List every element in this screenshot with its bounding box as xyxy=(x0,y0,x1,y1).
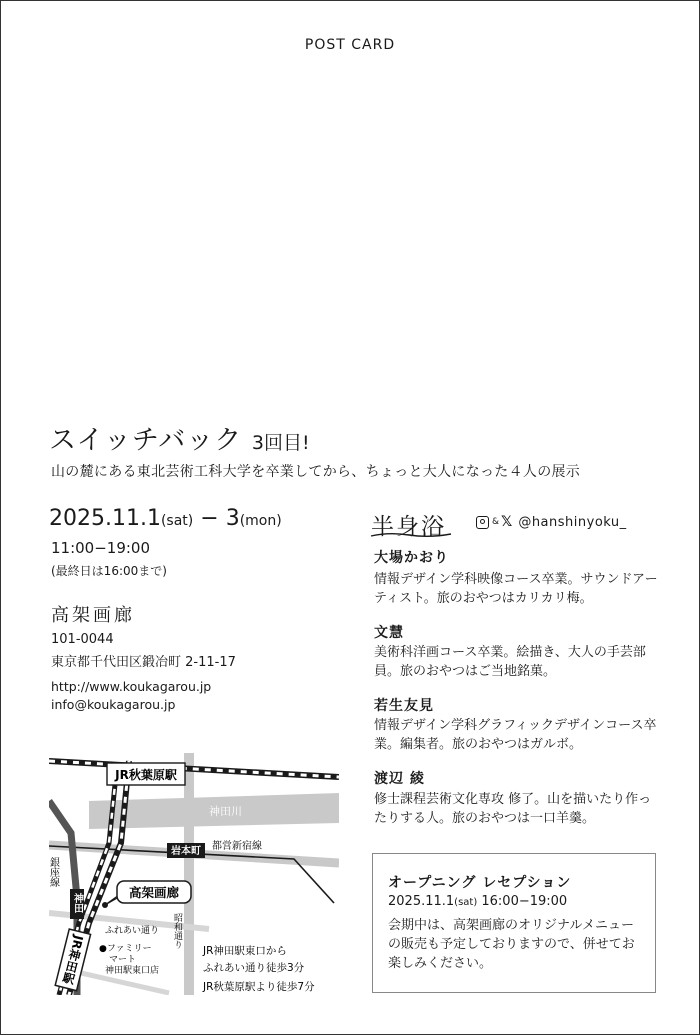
logo-underline xyxy=(369,531,453,539)
venue-email[interactable]: info@koukagarou.jp xyxy=(51,697,176,712)
label-jr-kanda: JR神田駅 xyxy=(60,933,86,986)
member-name: 渡辺 綾 xyxy=(374,771,425,787)
reception-time xyxy=(388,894,567,909)
label-gallery: 高架画廊 xyxy=(128,885,180,900)
directions-line: JR神田駅東口から xyxy=(203,945,287,957)
label-kanda-metro: 神田 xyxy=(71,893,83,913)
reception-day: (sat) xyxy=(454,897,478,908)
member-name: 大場かおり xyxy=(374,550,449,566)
reception-title: オープニング レセプション xyxy=(388,875,572,891)
label-familymart: マート xyxy=(109,955,137,965)
postcard-label: POST CARD xyxy=(304,37,396,53)
exhibition-title xyxy=(49,418,310,457)
instagram-icon xyxy=(476,516,489,529)
directions-line: JR秋葉原駅より徒歩7分 xyxy=(203,981,315,993)
last-day-note: (最終日は16:00まで) xyxy=(51,564,167,578)
label-river: 神田川 xyxy=(209,805,242,818)
member-name: 文慧 xyxy=(374,625,404,641)
label-fureai: ふれあい通り xyxy=(105,926,160,936)
label-akihabara: JR秋葉原駅 xyxy=(115,768,177,782)
sns-handle[interactable]: @hanshinyoku_ xyxy=(518,514,627,530)
group-sns xyxy=(476,514,627,530)
label-ginza-line: 銀座線 xyxy=(47,857,59,887)
member-desc: 情報デザイン学科映像コース卒業。サウンドアーティスト。旅のおやつはカリカリ梅。 xyxy=(374,572,658,606)
gallery-marker xyxy=(102,902,108,908)
member-name: 若生友見 xyxy=(374,698,434,714)
group-logo: 半身浴 xyxy=(371,514,446,540)
label-toei-line: 都営新宿線 xyxy=(212,841,262,852)
sns-ampersand: & xyxy=(492,517,500,527)
date-end-day: (mon) xyxy=(239,513,282,529)
label-familymart: 神田駅東口店 xyxy=(105,966,160,976)
reception-date: 2025.11.1 xyxy=(388,894,455,909)
reception-hours: 16:00−19:00 xyxy=(481,894,568,909)
title-main: スイッチバック xyxy=(49,425,243,456)
access-map xyxy=(49,753,339,995)
label-iwamotocho: 岩本町 xyxy=(171,846,201,857)
date-end: 3 xyxy=(225,506,240,531)
title-number: 3回目! xyxy=(251,432,310,454)
date-separator: − xyxy=(200,506,219,531)
member-desc: 情報デザイン学科グラフィックデザインコース卒業。編集者。旅のおやつはガルボ。 xyxy=(374,718,657,752)
exhibition-subtitle: 山の麓にある東北芸術工科大学を卒業してから、ちょっと大人になった４人の展示 xyxy=(51,464,581,480)
date-start-day: (sat) xyxy=(160,513,194,529)
directions-line: ふれあい通り徒歩3分 xyxy=(203,962,305,974)
date-start: 2025.11.1 xyxy=(49,506,161,531)
x-icon: 𝕏 xyxy=(501,514,513,530)
venue-name: 高架画廊 xyxy=(51,605,135,626)
venue-url[interactable]: http://www.koukagarou.jp xyxy=(51,679,212,694)
member-desc: 美術科洋画コース卒業。絵描き、大人の手芸部員。旅のおやつはご当地銘菓。 xyxy=(374,645,646,679)
venue-address: 東京都千代田区鍛冶町 2-11-17 xyxy=(51,655,236,670)
venue-postal: 101-0044 xyxy=(51,632,114,647)
reception-desc: 会期中は、高架画廊のオリジナルメニューの販売も予定しておりますので、併せてお楽しみください。 xyxy=(388,918,635,971)
exhibition-dates xyxy=(49,506,282,531)
label-familymart: ●ファミリー xyxy=(99,944,152,954)
member-desc: 修士課程芸術文化専攻 修了。山を描いたり作ったりする人。旅のおやつは一口羊羹。 xyxy=(374,792,652,826)
label-showa: 昭和通り xyxy=(172,913,182,949)
opening-hours: 11:00−19:00 xyxy=(51,539,151,557)
